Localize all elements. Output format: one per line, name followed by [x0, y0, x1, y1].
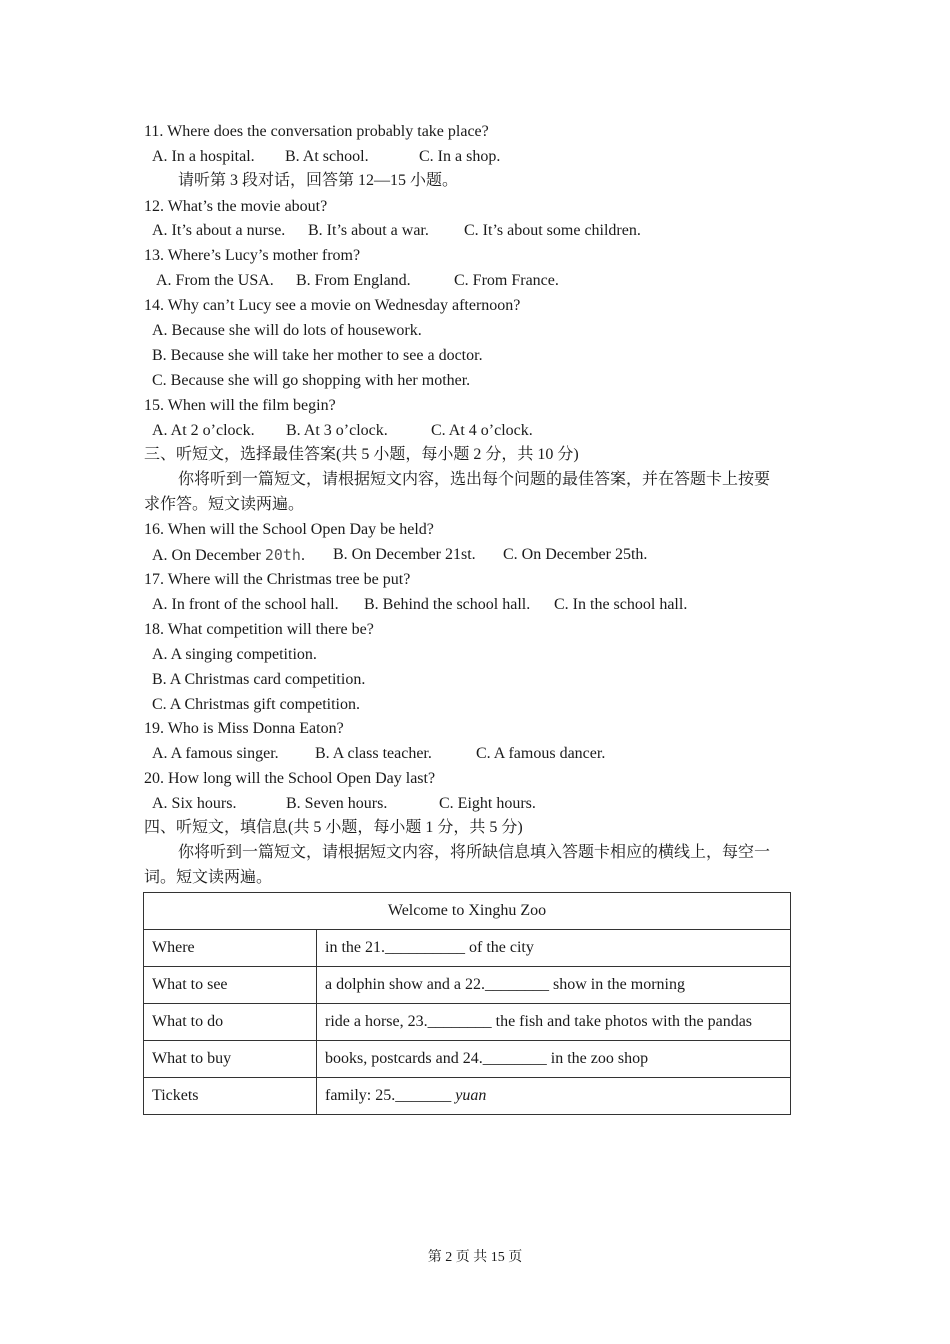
- section-4-directions-line2: 词。短文读两遍。: [144, 869, 273, 886]
- row-label-what-to-buy: What to buy: [144, 1041, 317, 1078]
- q13-option-a: A. From the USA.: [156, 272, 274, 289]
- q15-option-a: A. At 2 o’clock.: [152, 422, 255, 439]
- table-row: [144, 1078, 791, 1115]
- table-title: Welcome to Xinghu Zoo: [144, 893, 791, 930]
- table-row: [144, 1041, 791, 1078]
- question-20-stem: 20. How long will the School Open Day last?: [144, 770, 436, 787]
- row-value-what-to-do: ride a horse, 23.________ the fish and take photos with the pandas: [317, 1004, 791, 1041]
- row-value-tickets: [317, 1078, 791, 1115]
- question-15-stem: 15. When will the film begin?: [144, 397, 336, 414]
- section-4-title: 四、听短文，填信息(共 5 小题，每小题 1 分，共 5 分): [144, 819, 523, 836]
- q15-option-b: B. At 3 o’clock.: [286, 422, 388, 439]
- q18-option-c: C. A Christmas gift competition.: [152, 696, 360, 713]
- row-value-where: in the 21.__________ of the city: [317, 930, 791, 967]
- section-2-part3-directions: 请听第 3 段对话，回答第 12—15 小题。: [178, 172, 459, 189]
- q15-option-c: C. At 4 o’clock.: [431, 422, 533, 439]
- question-17-stem: 17. Where will the Christmas tree be put?: [144, 571, 411, 588]
- row-label-what-to-see: What to see: [144, 967, 317, 1004]
- section-4-directions-line1: 你将听到一篇短文，请根据短文内容，将所缺信息填入答题卡相应的横线上，每空一: [178, 844, 771, 861]
- q16-option-a: [152, 545, 305, 566]
- row-label-where: Where: [144, 930, 317, 967]
- page-footer: 第 2 页 共 15 页: [427, 1250, 523, 1265]
- q12-option-c: C. It’s about some children.: [464, 222, 641, 239]
- q16-option-a-date: 20th: [264, 546, 301, 564]
- q14-option-a: A. Because she will do lots of housework.: [152, 322, 422, 339]
- q12-option-b: B. It’s about a war.: [308, 222, 429, 239]
- zoo-info-table: [143, 892, 791, 1115]
- section-3-directions-line1: 你将听到一篇短文，请根据短文内容，选出每个问题的最佳答案，并在答题卡上按要: [178, 471, 771, 488]
- q18-option-b: B. A Christmas card competition.: [152, 671, 366, 688]
- q19-option-b: B. A class teacher.: [315, 745, 432, 762]
- q16-option-a-post: .: [300, 547, 305, 564]
- table-title-row: [144, 893, 791, 930]
- q13-option-c: C. From France.: [454, 272, 559, 289]
- q12-option-a: A. It’s about a nurse.: [152, 222, 286, 239]
- q17-option-a: A. In front of the school hall.: [152, 596, 339, 613]
- row-value-what-to-see: a dolphin show and a 22.________ show in the morning: [317, 967, 791, 1004]
- q16-option-b: B. On December 21st.: [333, 546, 476, 563]
- table-row: [144, 967, 791, 1004]
- q13-option-b: B. From England.: [296, 272, 411, 289]
- question-16-stem: 16. When will the School Open Day be held?: [144, 521, 434, 538]
- q20-option-a: A. Six hours.: [152, 795, 237, 812]
- question-12-stem: 12. What’s the movie about?: [144, 198, 328, 215]
- row-value-what-to-buy: books, postcards and 24.________ in the zoo shop: [317, 1041, 791, 1078]
- q16-option-a-pre: A. On December: [152, 547, 265, 564]
- question-18-stem: 18. What competition will there be?: [144, 621, 374, 638]
- row-label-tickets: Tickets: [144, 1078, 317, 1115]
- q11-option-c: C. In a shop.: [419, 148, 501, 165]
- q20-option-c: C. Eight hours.: [439, 795, 536, 812]
- row-label-what-to-do: What to do: [144, 1004, 317, 1041]
- q20-option-b: B. Seven hours.: [286, 795, 388, 812]
- section-3-title: 三、听短文，选择最佳答案(共 5 小题，每小题 2 分，共 10 分): [144, 446, 579, 463]
- q19-option-a: A. A famous singer.: [152, 745, 279, 762]
- section-3-directions-line2: 求作答。短文读两遍。: [144, 496, 305, 513]
- q18-option-a: A. A singing competition.: [152, 646, 317, 663]
- question-19-stem: 19. Who is Miss Donna Eaton?: [144, 720, 344, 737]
- question-14-stem: 14. Why can’t Lucy see a movie on Wednesday afternoon?: [144, 297, 521, 314]
- tickets-unit: yuan: [455, 1087, 487, 1104]
- q17-option-c: C. In the school hall.: [554, 596, 688, 613]
- q14-option-b: B. Because she will take her mother to see a doctor.: [152, 347, 483, 364]
- table-row: [144, 1004, 791, 1041]
- q14-option-c: C. Because she will go shopping with her mother.: [152, 372, 471, 389]
- table-row: [144, 930, 791, 967]
- question-11-stem: 11. Where does the conversation probably take place?: [144, 123, 489, 140]
- q17-option-b: B. Behind the school hall.: [364, 596, 531, 613]
- q11-option-a: A. In a hospital.: [152, 148, 255, 165]
- q19-option-c: C. A famous dancer.: [476, 745, 606, 762]
- q11-option-b: B. At school.: [285, 148, 369, 165]
- question-13-stem: 13. Where’s Lucy’s mother from?: [144, 247, 361, 264]
- tickets-value-text: family: 25._______: [325, 1087, 456, 1104]
- q16-option-c: C. On December 25th.: [503, 546, 648, 563]
